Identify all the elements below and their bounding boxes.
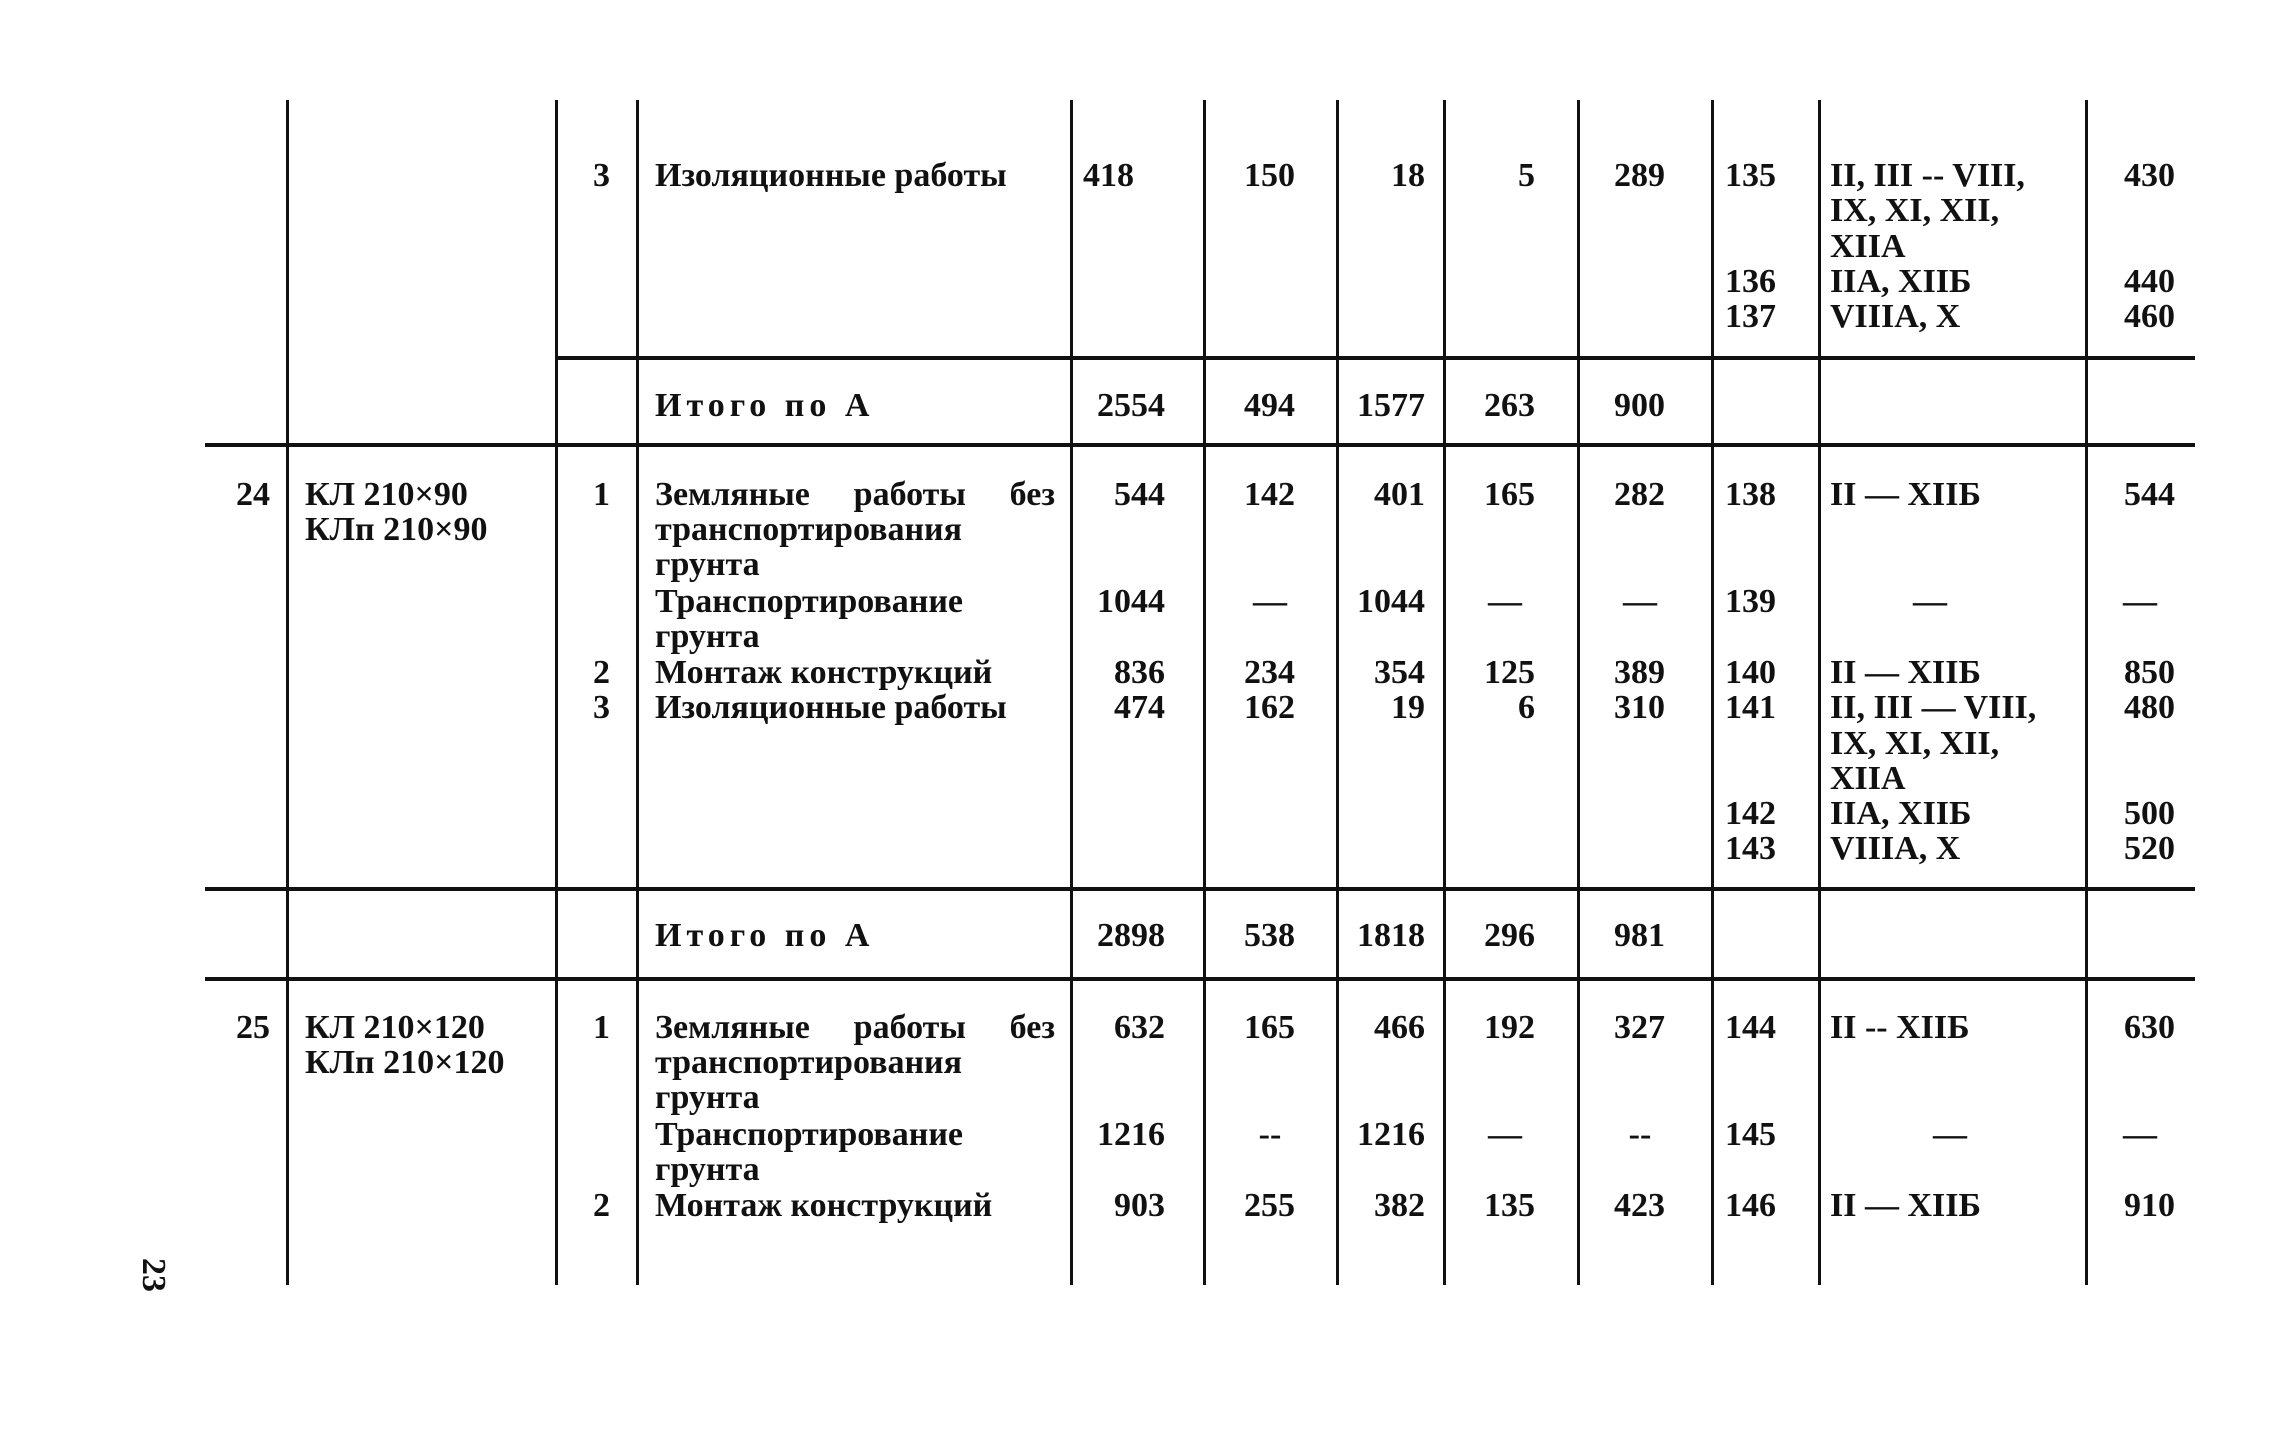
result-value: 460 bbox=[2124, 298, 2175, 335]
value-col1: 544 bbox=[1114, 476, 1165, 513]
region-list: IIA, XIIБ bbox=[1830, 263, 1972, 300]
result-value: — bbox=[2123, 1116, 2157, 1153]
value-col5: — bbox=[1623, 583, 1657, 620]
value-col3: 401 bbox=[1374, 476, 1425, 513]
total-col4: 263 bbox=[1484, 387, 1535, 424]
value-col1: 836 bbox=[1114, 654, 1165, 691]
result-value: — bbox=[2123, 583, 2157, 620]
region-list: II, III — VIII, bbox=[1830, 689, 2037, 726]
code: 140 bbox=[1725, 654, 1776, 691]
total-col3: 1577 bbox=[1357, 387, 1425, 424]
col-line-c bbox=[636, 100, 639, 1285]
value-col5: 423 bbox=[1614, 1187, 1665, 1224]
value-col3: 382 bbox=[1374, 1187, 1425, 1224]
value-col3: 1044 bbox=[1357, 583, 1425, 620]
item-name: Монтаж конструкций bbox=[655, 1187, 993, 1224]
region-list: IX, XI, XII, bbox=[1830, 725, 2000, 762]
item-name: Транспортирование bbox=[655, 1116, 964, 1153]
value-col1: 1044 bbox=[1097, 583, 1165, 620]
result-value: 480 bbox=[2124, 689, 2175, 726]
value-col4: 165 bbox=[1484, 476, 1535, 513]
code: 137 bbox=[1725, 298, 1776, 335]
value-col5: 310 bbox=[1614, 689, 1665, 726]
item-name: Земляные работы без bbox=[655, 476, 1055, 513]
code: 146 bbox=[1725, 1187, 1776, 1224]
value-col3: 466 bbox=[1374, 1009, 1425, 1046]
region-list: II — XIIБ bbox=[1830, 1187, 1981, 1224]
value-col5: 389 bbox=[1614, 654, 1665, 691]
total-col4: 296 bbox=[1484, 917, 1535, 954]
item-number: 1 bbox=[593, 476, 610, 513]
result-value: 910 bbox=[2124, 1187, 2175, 1224]
result-value: 430 bbox=[2124, 157, 2175, 194]
total-col1: 2554 bbox=[1097, 387, 1165, 424]
value-col3: 18 bbox=[1391, 157, 1425, 194]
value-col2: 142 bbox=[1244, 476, 1295, 513]
value-col3: 1216 bbox=[1357, 1116, 1425, 1153]
item-number: 1 bbox=[593, 1009, 610, 1046]
region-list: XIIA bbox=[1830, 228, 1906, 265]
result-value: 850 bbox=[2124, 654, 2175, 691]
value-col4: — bbox=[1488, 1116, 1522, 1153]
region-list: — bbox=[1933, 1116, 1967, 1153]
element-type-line1: КЛ 210×120 bbox=[305, 1009, 485, 1046]
col-line-g bbox=[1443, 100, 1446, 1285]
value-col5: -- bbox=[1628, 1116, 1652, 1153]
total-col2: 494 bbox=[1244, 387, 1295, 424]
rule-total1-bottom bbox=[205, 443, 2195, 447]
item-name: Изоляционные работы bbox=[655, 689, 1007, 726]
value-col4: 5 bbox=[1518, 157, 1535, 194]
item-name: Земляные работы без bbox=[655, 1009, 1055, 1046]
value-col3: 19 bbox=[1391, 689, 1425, 726]
code: 141 bbox=[1725, 689, 1776, 726]
page-number: 23 bbox=[135, 1258, 172, 1292]
code: 143 bbox=[1725, 830, 1776, 867]
value-col1: 903 bbox=[1114, 1187, 1165, 1224]
col-line-b bbox=[555, 100, 558, 1285]
total-col2: 538 bbox=[1244, 917, 1295, 954]
value-col1: 474 bbox=[1114, 689, 1165, 726]
region-list: XIIA bbox=[1830, 760, 1906, 797]
item-name: грунта bbox=[655, 546, 760, 583]
item-name: грунта bbox=[655, 1079, 760, 1116]
region-list: IIA, XIIБ bbox=[1830, 795, 1972, 832]
value-col2: 234 bbox=[1244, 654, 1295, 691]
value-col2: 165 bbox=[1244, 1009, 1295, 1046]
item-number: 3 bbox=[593, 157, 610, 194]
col-line-j bbox=[1818, 100, 1821, 1285]
col-line-e bbox=[1203, 100, 1206, 1285]
item-name: транспортирования bbox=[655, 1044, 963, 1081]
element-type-line2: КЛп 210×90 bbox=[305, 511, 488, 548]
item-name: Монтаж конструкций bbox=[655, 654, 993, 691]
item-number: 3 bbox=[593, 689, 610, 726]
value-col4: 135 bbox=[1484, 1187, 1535, 1224]
region-list: — bbox=[1913, 583, 1947, 620]
value-col4: 125 bbox=[1484, 654, 1535, 691]
rule-total1-top bbox=[555, 356, 2195, 360]
value-col2: 162 bbox=[1244, 689, 1295, 726]
total-col5: 981 bbox=[1614, 917, 1665, 954]
value-col1: 632 bbox=[1114, 1009, 1165, 1046]
value-col2: -- bbox=[1258, 1116, 1282, 1153]
item-name: транспортирования bbox=[655, 511, 963, 548]
col-line-i bbox=[1711, 100, 1714, 1285]
region-list: IX, XI, XII, bbox=[1830, 192, 2000, 229]
value-col2: — bbox=[1253, 583, 1287, 620]
value-col1: 1216 bbox=[1097, 1116, 1165, 1153]
value-col5: 327 bbox=[1614, 1009, 1665, 1046]
item-name: грунта bbox=[655, 1151, 760, 1188]
region-list: II — XIIБ bbox=[1830, 476, 1981, 513]
rule-total2-top bbox=[205, 887, 2195, 891]
rule-total2-bottom bbox=[205, 977, 2195, 981]
region-list: II, III -- VIII, bbox=[1830, 157, 2025, 194]
value-col2: 150 bbox=[1244, 157, 1295, 194]
result-value: 630 bbox=[2124, 1009, 2175, 1046]
position-number: 24 bbox=[236, 476, 270, 513]
element-type-line2: КЛп 210×120 bbox=[305, 1044, 505, 1081]
code: 135 bbox=[1725, 157, 1776, 194]
total-col1: 2898 bbox=[1097, 917, 1165, 954]
col-line-a bbox=[286, 175, 289, 1285]
region-list: VIIIA, X bbox=[1830, 298, 1961, 335]
result-value: 544 bbox=[2124, 476, 2175, 513]
total-label: Итого по А bbox=[655, 387, 875, 424]
col-line-f bbox=[1336, 100, 1339, 1285]
result-value: 520 bbox=[2124, 830, 2175, 867]
item-name: грунта bbox=[655, 618, 760, 655]
region-list: VIIIA, X bbox=[1830, 830, 1961, 867]
region-list: II — XIIБ bbox=[1830, 654, 1981, 691]
result-value: 440 bbox=[2124, 263, 2175, 300]
element-type-line1: КЛ 210×90 bbox=[305, 476, 468, 513]
code: 136 bbox=[1725, 263, 1776, 300]
value-col4: 6 bbox=[1518, 689, 1535, 726]
value-col2: 255 bbox=[1244, 1187, 1295, 1224]
total-col5: 900 bbox=[1614, 387, 1665, 424]
col-line-k bbox=[2085, 100, 2088, 1285]
col-line-d bbox=[1070, 100, 1073, 1285]
region-list: II -- XIIБ bbox=[1830, 1009, 1970, 1046]
value-col5: 289 bbox=[1614, 157, 1665, 194]
value-col4: 192 bbox=[1484, 1009, 1535, 1046]
position-number: 25 bbox=[236, 1009, 270, 1046]
value-col4: — bbox=[1488, 583, 1522, 620]
total-label: Итого по А bbox=[655, 917, 875, 954]
result-value: 500 bbox=[2124, 795, 2175, 832]
code: 145 bbox=[1725, 1116, 1776, 1153]
code: 144 bbox=[1725, 1009, 1776, 1046]
item-name: Транспортирование bbox=[655, 583, 964, 620]
value-col1: 418 bbox=[1083, 157, 1134, 194]
code: 138 bbox=[1725, 476, 1776, 513]
code: 142 bbox=[1725, 795, 1776, 832]
value-col5: 282 bbox=[1614, 476, 1665, 513]
value-col3: 354 bbox=[1374, 654, 1425, 691]
total-col3: 1818 bbox=[1357, 917, 1425, 954]
item-number: 2 bbox=[593, 1187, 610, 1224]
item-number: 2 bbox=[593, 654, 610, 691]
code: 139 bbox=[1725, 583, 1776, 620]
item-name: Изоляционные работы bbox=[655, 157, 1007, 194]
